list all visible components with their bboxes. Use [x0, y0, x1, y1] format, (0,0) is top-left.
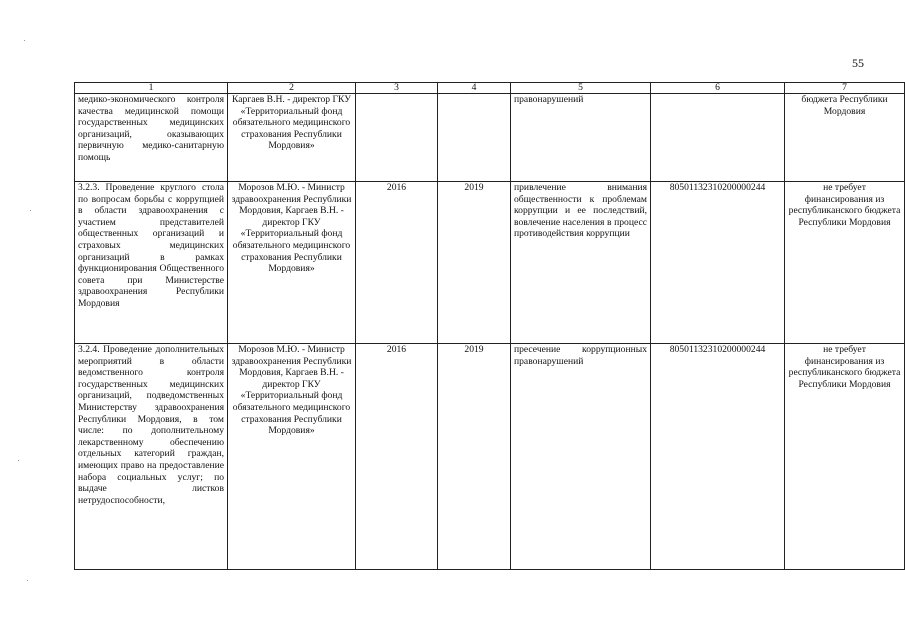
- budget-code-cell: 80501132310200000244: [651, 344, 785, 570]
- column-number: 7: [785, 83, 905, 94]
- column-number: 3: [356, 83, 438, 94]
- column-number: 5: [511, 83, 651, 94]
- financing-cell: не требует финансирования из республиканского бюджета Республики Мордовия: [785, 182, 905, 344]
- responsible-cell: Морозов М.Ю. - Министр здравоохранения Республики Мордовия, Каргаев В.Н. - директор ГКУ «Территориальный фонд обязательного медицинского страхования Республики Мордовия»: [228, 344, 356, 570]
- result-cell: правонарушений: [511, 94, 651, 182]
- budget-code-cell: 80501132310200000244: [651, 182, 785, 344]
- end-year-cell: [438, 94, 511, 182]
- start-year-cell: [356, 94, 438, 182]
- financing-cell: не требует финансирования из республиканского бюджета Республики Мордовия: [785, 344, 905, 570]
- scan-speck: [24, 40, 25, 41]
- scan-speck: [18, 460, 19, 461]
- scan-speck: [30, 210, 31, 211]
- measure-cell: медико-экономического контроля качества медицинской помощи государственных медицинских организаций, оказывающих первичную медико-санитарную помощь: [75, 94, 228, 182]
- budget-code-cell: [651, 94, 785, 182]
- responsible-cell: Каргаев В.Н. - директор ГКУ «Территориальный фонд обязательного медицинского страхования Республики Мордовия»: [228, 94, 356, 182]
- end-year-cell: 2019: [438, 182, 511, 344]
- start-year-cell: 2016: [356, 182, 438, 344]
- table-row: [75, 182, 905, 344]
- end-year-cell: 2019: [438, 344, 511, 570]
- result-cell: привлечение внимания общественности к проблемам коррупции и ее последствий, вовлечение населения в процесс противодействия коррупции: [511, 182, 651, 344]
- table-row: [75, 344, 905, 570]
- column-number-row: [75, 83, 905, 94]
- column-number: 4: [438, 83, 511, 94]
- page-number: 55: [852, 56, 864, 70]
- column-number: 1: [75, 83, 228, 94]
- measures-table: [74, 82, 905, 570]
- responsible-cell: Морозов М.Ю. - Министр здравоохранения Республики Мордовия, Каргаев В.Н. - директор ГКУ «Территориальный фонд обязательного медицинского страхования Республики Мордовия»: [228, 182, 356, 344]
- table-row: [75, 94, 905, 182]
- financing-cell: бюджета Республики Мордовия: [785, 94, 905, 182]
- measure-cell: 3.2.3. Проведение круглого стола по вопросам борьбы с коррупцией в области здравоохранения с участием представителей общественных организаций и страховых медицинских организаций в рамках функционирования Общественного совета при Министерстве здравоохранения Республики Мордовия: [75, 182, 228, 344]
- result-cell: пресечение коррупционных правонарушений: [511, 344, 651, 570]
- measure-cell: 3.2.4. Проведение дополнительных мероприятий в области ведомственного контроля государственных медицинских организаций, подведомственных Министерству здравоохранения Республики Мордовия, в том числе: по дополнительному лекарственному обеспечению отдельных категорий граждан, имеющих право на предоставление набора социальных услуг; по выдаче листков нетрудоспособности,: [75, 344, 228, 570]
- column-number: 2: [228, 83, 356, 94]
- column-number: 6: [651, 83, 785, 94]
- start-year-cell: 2016: [356, 344, 438, 570]
- scan-speck: [27, 580, 28, 581]
